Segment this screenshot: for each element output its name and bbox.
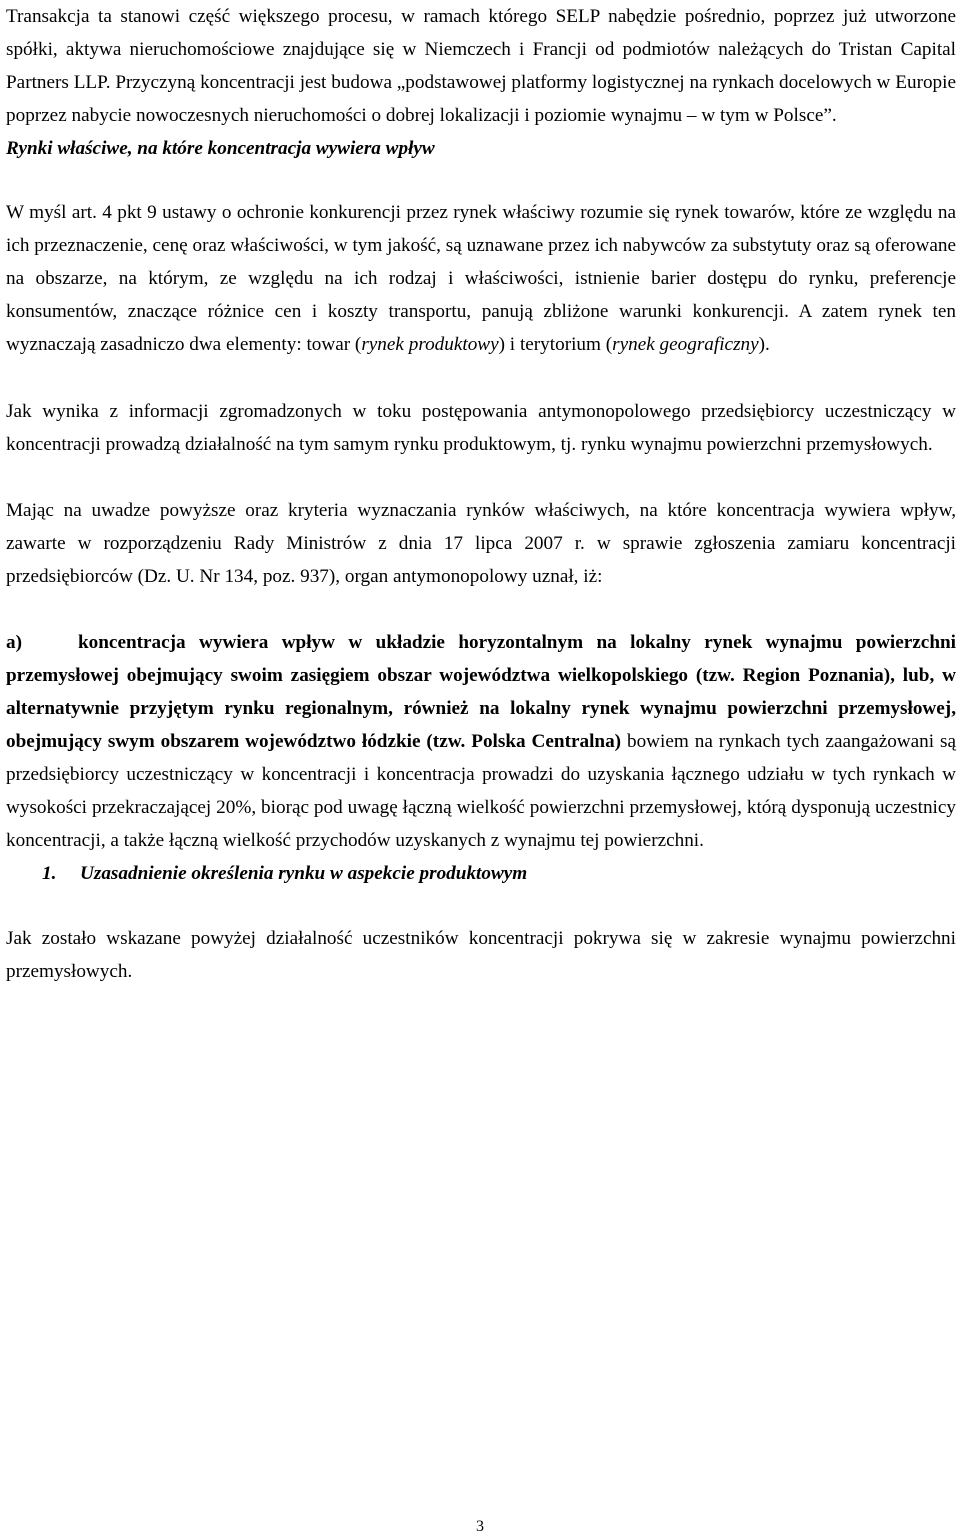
text-segment: ). (758, 334, 770, 355)
text-segment: W myśl art. 4 pkt 9 ustawy o ochronie konkurencji przez rynek właściwy rozumie się rynek towarów, które ze względu na ich przeznaczenie, cenę oraz właściwości, w tym jakość, są uznawane przez ich nabywców za substytuty oraz są oferowane na obszarze, na którym, ze względu na ich rodzaj i właściwości, istnienie barier dostępu do rynku, preferencje konsumentów, znaczące różnice cen i koszty transportu, panują zbliżone warunki konkurencji. A zatem rynek ten wyznaczają zasadniczo dwa elementy: towar ( (6, 202, 956, 355)
heading-relevant-markets: Rynki właściwe, na które koncentracja wywiera wpływ (6, 138, 435, 159)
text-bold-finding: koncentracja wywiera wpływ w układzie horyzontalnym na lokalny rynek wynajmu powierzchni przemysłowej obejmujący swoim zasięgiem obszar województwa wielkopolskiego (tzw. Region Poznania), lub, w alternatywnie przyjętym rynku regionalnym, również na lokalny rynek wynajmu powierzchni przemysłowej, obejmujący swym obszarem województwo łódzkie (tzw. Polska Centralna) (6, 632, 956, 752)
page-number: 3 (476, 1518, 484, 1535)
paragraph-same-market: Jak wynika z informacji zgromadzonych w toku postępowania antymonopolowego przedsiębiorcy uczestniczący w koncentracji prowadzą działalność na tym samym rynku produktowym, tj. rynku wynajmu powierzchni przemysłowych. (6, 401, 956, 455)
paragraph-activity-overlap: Jak zostało wskazane powyżej działalność uczestników koncentracji pokrywa się w zakresie wynajmu powierzchni przemysłowych. (6, 928, 956, 982)
section-number: 1. (42, 863, 57, 884)
paragraph-point-a (6, 626, 956, 857)
section-heading-product-market (6, 857, 956, 890)
text-italic-product-market: rynek produktowy (361, 334, 499, 355)
text-segment: ) i terytorium ( (498, 334, 613, 355)
text-italic-geographic-market: rynek geograficzny (612, 334, 759, 355)
paragraph-transaction: Transakcja ta stanowi część większego procesu, w ramach którego SELP nabędzie pośrednio, poprzez już utworzone spółki, aktywa nieruchomościowe znajdujące się w Niemczech i Francji od podmiotów należących do Tristan Capital Partners LLP. Przyczyną koncentracji jest budowa „podstawowej platformy logistycznej na rynkach docelowych w Europie poprzez nabycie nowoczesnych nieruchomości o dobrej lokalizacji i poziomie wynajmu – w tym w Polsce”. (6, 6, 956, 126)
document-page (6, 0, 956, 988)
text-segment: bowiem na rynkach tych zaangażowani są przedsiębiorcy uczestniczący w koncentracji i koncentracja prowadzi do uzyskania łącznego udziału w tych rynkach w wysokości przekraczającej 20%, biorąc pod uwagę łączną wielkość powierzchni przemysłowej, którą dysponują uczestnicy koncentracji, a także łączną wielkość przychodów uzyskanych z wynajmu tej powierzchni. (6, 731, 957, 851)
list-label-a: a) (6, 632, 22, 653)
paragraph-criteria: Mając na uwadze powyższe oraz kryteria wyznaczania rynków właściwych, na które koncentracja wywiera wpływ, zawarte w rozporządzeniu Rady Ministrów z dnia 17 lipca 2007 r. w sprawie zgłoszenia zamiaru koncentracji przedsiębiorców (Dz. U. Nr 134, poz. 937), organ antymonopolowy uznał, iż: (6, 500, 956, 587)
paragraph-market-definition (6, 196, 956, 361)
section-title: Uzasadnienie określenia rynku w aspekcie produktowym (80, 863, 528, 884)
